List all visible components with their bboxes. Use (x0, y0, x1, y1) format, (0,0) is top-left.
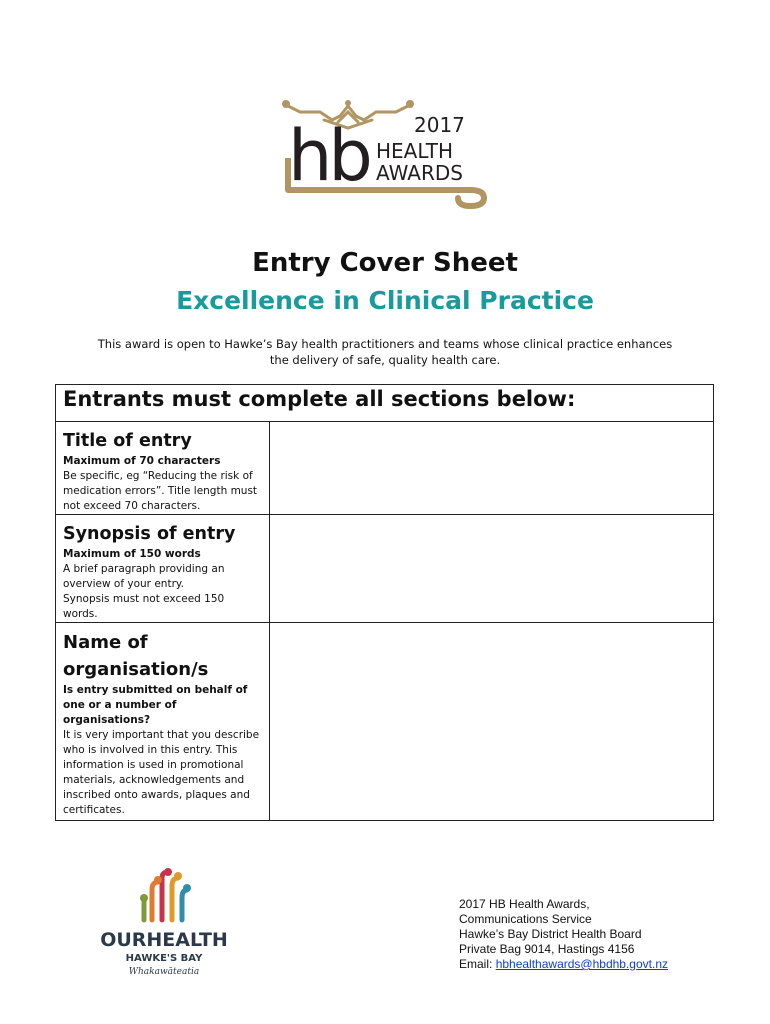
email-link[interactable]: hbhealthawards@hbdhb.govt.nz (495, 957, 668, 971)
desc-line: Synopsis must not exceed 150 (63, 593, 225, 605)
contact-block (459, 897, 668, 972)
contact-email-line (459, 957, 668, 972)
logo-year: 2017 (414, 113, 465, 137)
table-row (56, 422, 714, 515)
table-row (56, 515, 714, 623)
logo-awards: AWARDS (376, 161, 463, 185)
contact-line: Communications Service (459, 912, 592, 926)
email-label: Email: (459, 957, 496, 971)
desc-line: Be specific, eg “Reducing the risk of (63, 470, 253, 482)
field-label-cell (56, 515, 270, 623)
title-of-entry-field[interactable] (270, 422, 714, 515)
intro-line: This award is open to Hawke’s Bay health practitioners and teams whose clinical practice enhances (97, 337, 673, 351)
intro-text (90, 336, 680, 368)
field-heading (63, 629, 263, 683)
sub-line: organisations? (63, 714, 151, 726)
table-header: Entrants must complete all sections below: (56, 385, 714, 422)
heading-line: organisation/s (63, 659, 209, 680)
ourhealth-wordmark: OURHEALTH (100, 929, 228, 951)
field-heading: Title of entry (63, 431, 192, 451)
intro-line: the delivery of safe, quality health care. (269, 353, 501, 367)
contact-line: 2017 HB Health Awards, (459, 897, 590, 911)
desc-line: A brief paragraph providing an (63, 563, 225, 575)
desc-line: medication errors”. Title length must (63, 485, 258, 497)
field-label-cell (56, 623, 270, 821)
ourhealth-hawkes-bay-logo (92, 868, 237, 978)
sub-line: one or a number of (63, 699, 177, 711)
hawkes-bay-wordmark: HAWKE'S BAY (125, 953, 203, 964)
logo-health: HEALTH (376, 139, 454, 163)
organisation-name-field[interactable] (270, 623, 714, 821)
award-category-title: Excellence in Clinical Practice (176, 286, 594, 315)
desc-line: materials, acknowledgements and (63, 774, 245, 786)
desc-line: words. (63, 608, 98, 620)
field-description (63, 562, 263, 622)
field-description (63, 469, 263, 514)
sub-line: Is entry submitted on behalf of (63, 684, 248, 696)
field-requirement: Maximum of 150 words (63, 548, 201, 560)
hb-letters: hb (288, 115, 369, 197)
page-title: Entry Cover Sheet (252, 248, 518, 278)
field-description (63, 728, 263, 818)
synopsis-field[interactable] (270, 515, 714, 623)
desc-line: overview of your entry. (63, 578, 184, 590)
tagline: Whakawāteatia (128, 967, 200, 977)
desc-line: not exceed 70 characters. (63, 500, 201, 512)
desc-line: information is used in promotional (63, 759, 244, 771)
field-requirement: Maximum of 70 characters (63, 455, 221, 467)
desc-line: It is very important that you describe (63, 729, 260, 741)
desc-line: certificates. (63, 804, 125, 816)
hb-health-awards-logo (280, 98, 490, 213)
table-row (56, 623, 714, 821)
field-label-cell (56, 422, 270, 515)
desc-line: inscribed onto awards, plaques and (63, 789, 250, 801)
heading-line: Name of (63, 632, 148, 653)
desc-line: who is involved in this entry. This (63, 744, 238, 756)
field-heading: Synopsis of entry (63, 524, 236, 544)
contact-line: Hawke’s Bay District Health Board (459, 927, 642, 941)
contact-line: Private Bag 9014, Hastings 4156 (459, 942, 635, 956)
field-requirement (63, 683, 263, 728)
entry-form-table (55, 384, 714, 821)
